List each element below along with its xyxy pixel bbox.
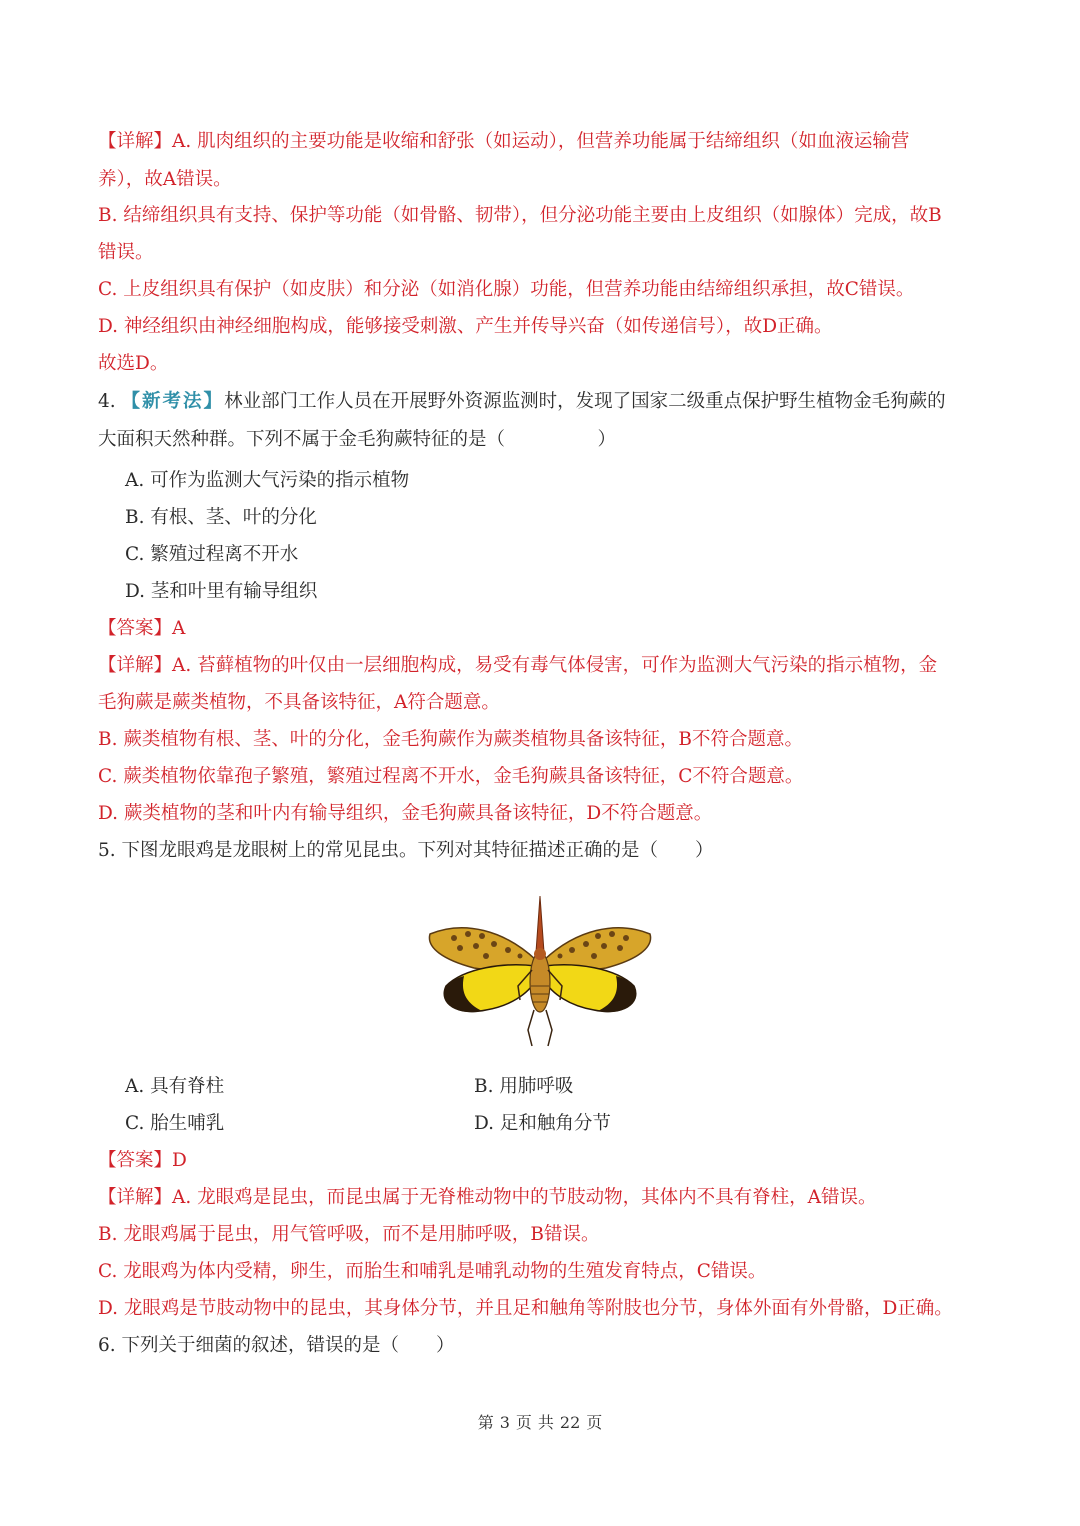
footer-total-word: 共 [537,1413,554,1432]
q4-option-b: B. 有根、茎、叶的分化 [125,507,317,528]
q4-detail-text-1: A. 苔藓植物的叶仅由一层细胞构成，易受有毒气体侵害，可作为监测大气污染的指示植物，金 [172,655,938,676]
q3-detail-line-1 [98,128,998,156]
footer-prefix: 第 [477,1413,494,1432]
q3-conclusion: 故选D。 [98,353,169,374]
q4-detail-line-2: 毛狗蕨是蕨类植物，不具备该特征，A符合题意。 [98,692,500,713]
q4-detail-line-4: C. 蕨类植物依靠孢子繁殖，繁殖过程离不开水，金毛狗蕨具备该特征，C不符合题意。 [98,766,804,787]
q3-detail-line-4: 错误。 [98,242,154,263]
q4-detail-line-1 [98,652,998,680]
q4-option-a: A. 可作为监测大气污染的指示植物 [125,470,410,491]
q5-options-row-1 [125,1073,1025,1101]
q4-stem-line-1 [98,388,998,416]
q5-detail-line-3: C. 龙眼鸡为体内受精，卵生，而胎生和哺乳是哺乳动物的生殖发育特点，C错误。 [98,1261,767,1282]
answer-label: 【答案】 [98,618,173,639]
new-method-tag: 【新考法】 [121,391,225,412]
footer-page-word: 页 [515,1413,532,1432]
q4-stem-line-2: 大面积天然种群。下列不属于金毛狗蕨特征的是（ ） [98,429,617,450]
detail-label: 【详解】 [98,1187,173,1208]
q5-detail-text-1: A. 龙眼鸡是昆虫，而昆虫属于无脊椎动物中的节肢动物，其体内不具有脊柱，A错误。 [172,1187,877,1208]
q3-detail-text-1: A. 肌肉组织的主要功能是收缩和舒张（如运动），但营养功能属于结缔组织（如血液运输营 [172,131,910,152]
q6-stem: 6. 下列关于细菌的叙述，错误的是（ ） [98,1335,455,1356]
footer-suffix: 页 [586,1413,603,1432]
q3-detail-line-6: D. 神经组织由神经细胞构成，能够接受刺激、产生并传导兴奋（如传递信号），故D正确。 [98,316,833,337]
q5-stem: 5. 下图龙眼鸡是龙眼树上的常见昆虫。下列对其特征描述正确的是（ ） [98,840,714,861]
q4-number: 4. [98,391,116,412]
footer-page-number: 3 [499,1413,510,1432]
lanternfly-insect-icon [424,890,656,1052]
q5-detail-line-2: B. 龙眼鸡属于昆虫，用气管呼吸，而不是用肺呼吸，B错误。 [98,1224,600,1245]
q4-answer [98,615,998,643]
q5-detail-line-1 [98,1184,998,1212]
q5-option-b: B. 用肺呼吸 [474,1076,574,1097]
detail-label: 【详解】 [98,131,173,152]
footer-total-pages: 22 [559,1413,581,1432]
q5-option-d: D. 足和触角分节 [474,1113,611,1134]
q3-detail-line-3: B. 结缔组织具有支持、保护等功能（如骨骼、韧带），但分泌功能主要由上皮组织（如腺体）完成，故B [98,205,942,226]
answer-label: 【答案】 [98,1150,173,1171]
q5-detail-line-4: D. 龙眼鸡是节肢动物中的昆虫，其身体分节，并且足和触角等附肢也分节，身体外面有外骨骼，D正确。 [98,1298,953,1319]
page-footer [0,1410,1080,1433]
q5-answer-value: D [172,1150,187,1171]
detail-label: 【详解】 [98,655,173,676]
q3-detail-line-2: 养），故A错误。 [98,169,232,190]
q5-answer [98,1147,998,1175]
q4-detail-line-3: B. 蕨类植物有根、茎、叶的分化，金毛狗蕨作为蕨类植物具备该特征，B不符合题意。 [98,729,803,750]
q5-options-row-2 [125,1110,1025,1138]
q4-detail-line-5: D. 蕨类植物的茎和叶内有输导组织，金毛狗蕨具备该特征，D不符合题意。 [98,803,713,824]
q4-option-c: C. 繁殖过程离不开水 [125,544,299,565]
q4-answer-value: A [172,618,186,639]
q3-detail-line-5: C. 上皮组织具有保护（如皮肤）和分泌（如消化腺）功能，但营养功能由结缔组织承担，故C错误。 [98,279,915,300]
q5-option-a: A. 具有脊柱 [125,1076,225,1097]
q4-stem-text-1: 林业部门工作人员在开展野外资源监测时，发现了国家二级重点保护野生植物金毛狗蕨的 [224,391,946,412]
q4-option-d: D. 茎和叶里有输导组织 [125,581,318,602]
q5-option-c: C. 胎生哺乳 [125,1113,225,1134]
